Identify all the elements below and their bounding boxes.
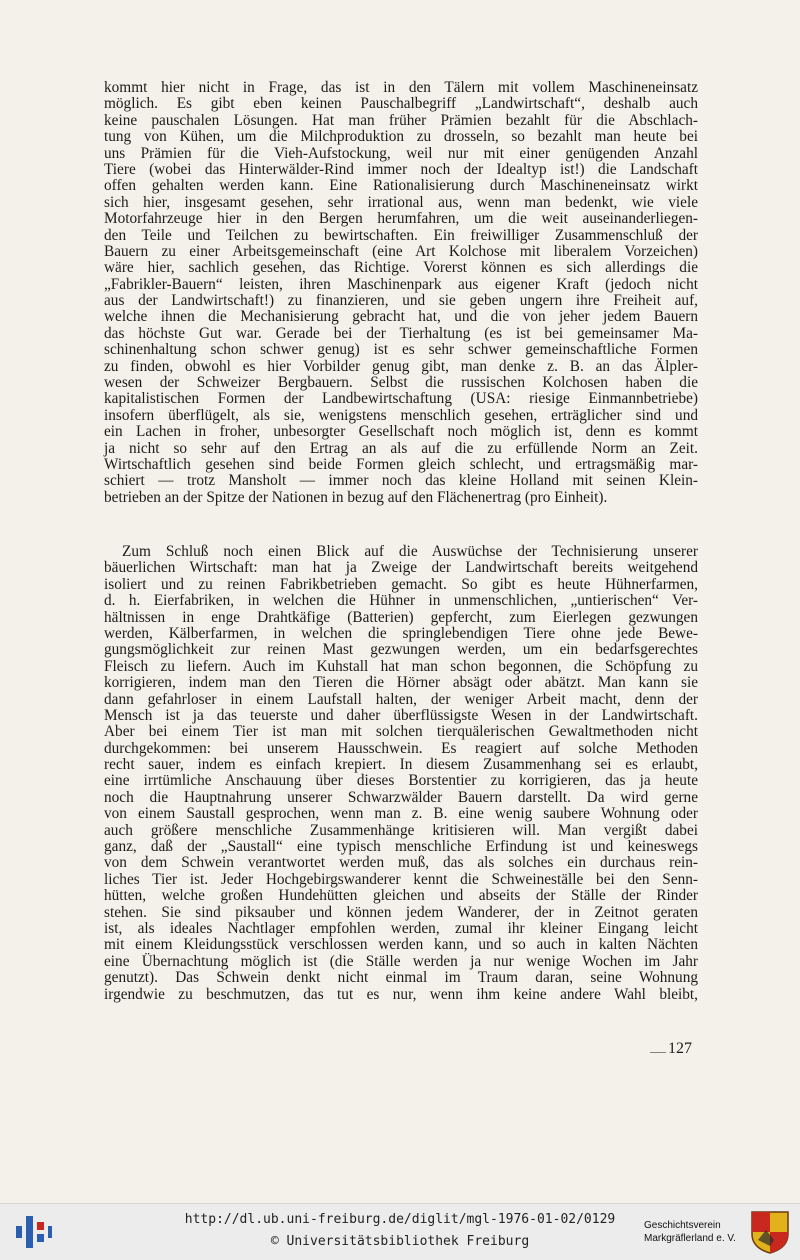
paragraph-1 xyxy=(104,80,698,506)
text-line: wäre hier, sachlich gesehen, das Richtige. Vorerst können es sich allerdings die xyxy=(104,259,698,277)
text-line: Tiere (wobei das Hinterwälder-Rind immer noch der Idealtyp ist!) die Landschaft xyxy=(104,160,698,178)
text-line: recht sauer, indem es einfach krepiert. In diesem Zusammenhang sei es erlaubt, xyxy=(104,756,698,774)
document-url-link[interactable]: http://dl.ub.uni-freiburg.de/diglit/mgl-1976-01-02/0129 xyxy=(184,1212,616,1227)
text-line: schiert — trotz Mansholt — immer noch das kleine Holland mit seinen Klein- xyxy=(104,472,698,490)
text-line: genutzt). Das Schwein denkt nicht einmal im Traum daran, seine Wohnung xyxy=(104,969,698,987)
text-line: sich hier, insgesamt gesehen, sehr irrational aus, wenn man bedenkt, wie viele xyxy=(104,193,698,211)
society-name-line-1: Geschichtsverein xyxy=(644,1220,721,1231)
text-line: hütten, welche großen Hundehütten gleichen und abseits der Ställe der Rinder xyxy=(104,887,698,905)
text-line: ganz, daß der „Saustall“ eine typisch menschliche Erfindung ist und keineswegs xyxy=(104,838,698,856)
paragraph-2 xyxy=(104,544,698,1003)
text-line: mit einem Kleidungsstück verschlossen werden kann, und so auch in kalten Nächten xyxy=(104,936,698,954)
text-line: ist, als ideales Nachtlager empfohlen werden, zumal ihr kleiner Eingang leicht xyxy=(104,919,698,937)
page-number: 127 xyxy=(668,1040,692,1057)
text-line: liches Tier ist. Jeder Hochgebirgswanderer kennt die Schweineställe bei den Senn- xyxy=(104,870,698,888)
page-number-rule xyxy=(650,1052,666,1053)
text-line: werden, Kälberfarmen, in welchen die springlebendigen Tiere ohne jede Bewe- xyxy=(104,624,698,642)
text-line: kommt hier nicht in Frage, das ist in den Tälern mit vollem Maschineneinsatz xyxy=(104,79,698,96)
text-line: Mensch ist ja das teuerste und daher überflüssigste Wesen in der Landwirtschaft. xyxy=(104,706,698,724)
text-line: auch größere menschliche Zusammenhänge kritisieren will. Man vergißt dabei xyxy=(104,821,698,839)
text-line: eine irrtümliche Anschauung über dieses Borstentier zu korrigieren, das ja heute xyxy=(104,772,698,790)
text-line: den Teile und Teilchen zu bewirtschaften. Ein freiwilliger Zusammenschluß der xyxy=(104,226,698,244)
text-line: kapitalistischen Formen der Landbewirtschaftung (USA: riesige Einmannbetriebe) xyxy=(104,390,698,408)
text-line: Fleisch zu liefern. Auch im Kuhstall hat man schon begonnen, die Schöpfung zu xyxy=(104,657,698,675)
text-line: das höchste Gut war. Gerade bei der Tierhaltung (es ist bei gemeinsamer Ma- xyxy=(104,324,698,342)
text-line: uns Prämien für die Vieh-Aufstockung, weil nur mit einer genügenden Anzahl xyxy=(104,144,698,162)
text-line: insofern überflügelt, als sie, wenigstens menschlich gesehen, erträglicher sind und xyxy=(104,406,698,424)
text-line: wesen der Schweizer Bergbauern. Selbst die russischen Kolchosen haben die xyxy=(104,374,698,392)
text-line: d. h. Eierfabriken, in welchen die Hühner in unmenschlichen, „untierischen“ Ver- xyxy=(104,592,698,610)
text-line: Wirtschaftlich gesehen sind beide Formen gleich schlecht, und ertragsmäßig mar- xyxy=(104,455,698,473)
text-line: stehen. Sie sind piksauber und können jedem Wanderer, der in Zeitnot geraten xyxy=(104,903,698,921)
text-line: welche ihnen die Mechanisierung gebracht hat, und die von jeher jedem Bauern xyxy=(104,308,698,326)
text-line: korrigieren, indem man den Tieren die Hörner absägt oder abätzt. Man kann sie xyxy=(104,674,698,692)
text-line: durchgekommen: bei unserem Hausschwein. Es reagiert auf solche Methoden xyxy=(104,739,698,757)
text-line: offen gehalten werden kann. Eine Rationalisierung durch Maschineneinsatz wirkt xyxy=(104,177,698,195)
text-line: gungsmöglichkeit zur reinen Mast gezwungen werden, um ein bedarfsgerechtes xyxy=(104,641,698,659)
text-line: noch die Hauptnahrung unserer Schwarzwälder Bauern darstellt. Da wird gerne xyxy=(104,788,698,806)
text-line: irgendwie zu beschmutzen, das tut es nur, wenn ihm keine andere Wahl bleibt, xyxy=(104,985,698,1003)
text-line: isoliert und zu reinen Fabrikbetrieben gemacht. So gibt es heute Hühnerfarmen, xyxy=(104,575,698,593)
text-line: tung von Kühen, um die Milchproduktion zu drosseln, so bezahlt man heute bei xyxy=(104,128,698,146)
viewer-footer xyxy=(0,1203,800,1260)
text-line: betrieben an der Spitze der Nationen in bezug auf den Flächenertrag (pro Einheit). xyxy=(104,488,608,506)
text-line: ein Lachen in froher, unbesorgter Gesellschaft noch möglich ist, denn es kommt xyxy=(104,423,698,441)
text-line: dann gefahrloser in einem Laufstall halten, der weniger Arbeit macht, denn der xyxy=(104,690,698,708)
text-line: hältnissen in enge Drahtkäfige (Batterien) gepfercht, zum Eierlegen gezwungen xyxy=(104,608,698,626)
text-line: Bauern zu einer Arbeitsgemeinschaft (eine Art Kolchose mit liberalem Vorzeichen) xyxy=(104,242,698,260)
society-name-line-2: Markgräflerland e. V. xyxy=(644,1233,736,1244)
text-line: von einem Saustall gesprochen, wenn man z. B. eine wenig saubere Wohnung oder xyxy=(104,805,698,823)
text-line: Zum Schluß noch einen Blick auf die Auswüchse der Technisierung unserer xyxy=(122,543,698,560)
society-name xyxy=(644,1219,736,1245)
text-line: keine pauschalen Lösungen. Hat man früher Prämien bezahlt für die Abschlach- xyxy=(104,111,698,129)
text-line: ja nicht so sehr auf den Ertrag an als auf die zu erfüllende Norm an Zeit. xyxy=(104,439,698,457)
copyright-text: © Universitätsbibliothek Freiburg xyxy=(270,1234,530,1249)
text-line: von dem Schwein verantwortet werden muß, das als solches ein durchaus rein- xyxy=(104,854,698,872)
text-line: Aber bei einem Tier ist man mit solchen tierquälerischen Gewaltmethoden nicht xyxy=(104,723,698,741)
text-line: zu finden, obwohl es hier Vorbilder genug gibt, man denke z. B. an das Älpler- xyxy=(104,357,698,375)
text-line: bäuerlichen Wirtschaft: man hat ja Zweige der Landwirtschaft bereits weitgehend xyxy=(104,559,698,577)
coat-of-arms-icon xyxy=(750,1210,790,1254)
text-line: schinenhaltung schon schwer genug) ist es sehr schwer gemeinschaftliche Formen xyxy=(104,341,698,359)
text-line: aus der Landwirtschaft!) zu finanzieren, und sie geben ungern ihre Freiheit auf, xyxy=(104,292,698,310)
text-line: Motorfahrzeuge hier in den Bergen herumfahren, um die weit auseinanderliegen- xyxy=(104,210,698,228)
text-line: „Fabrikler-Bauern“ leisten, ihren Maschinenpark aus eigener Kraft (jedoch nicht xyxy=(104,275,698,293)
text-line: möglich. Es gibt eben keinen Pauschalbegriff „Landwirtschaft“, deshalb auch xyxy=(104,95,698,113)
text-line: eine Übernachtung möglich ist (die Ställe werden ja nur wenige Wochen im Jahr xyxy=(104,952,698,970)
